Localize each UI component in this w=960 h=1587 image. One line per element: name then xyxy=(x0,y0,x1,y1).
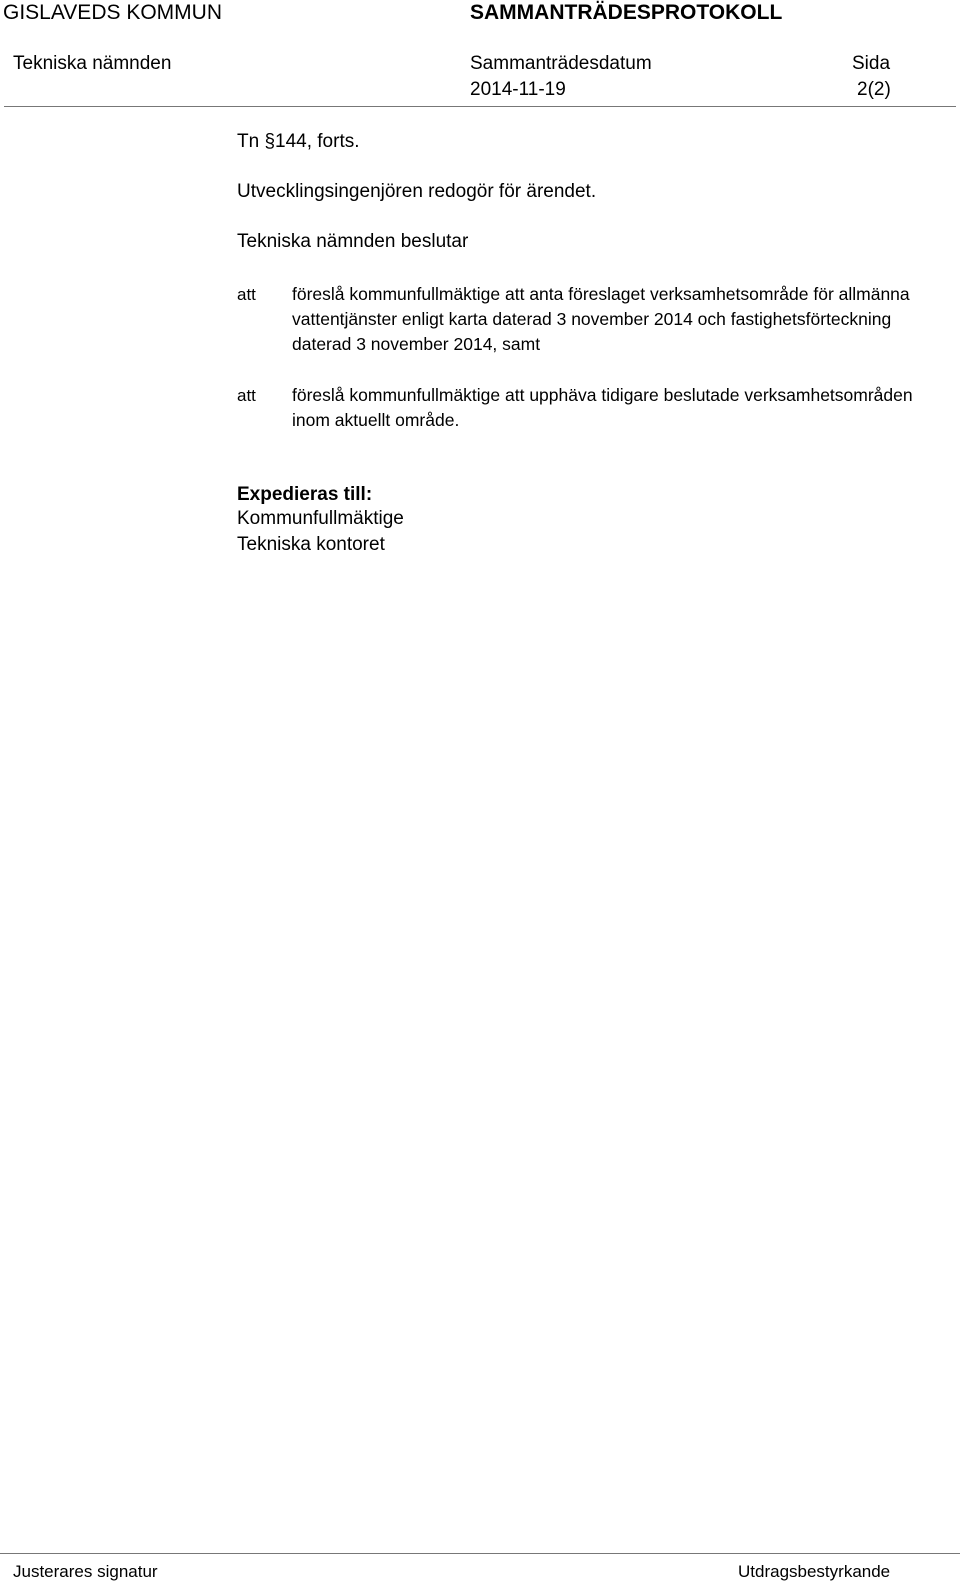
decision-heading: Tekniska nämnden beslutar xyxy=(237,231,469,252)
dispatch-heading: Expedieras till: xyxy=(237,484,373,505)
committee-name: Tekniska nämnden xyxy=(13,53,172,74)
page-label: Sida xyxy=(852,53,891,74)
case-reference: Tn §144, forts. xyxy=(237,131,360,152)
clause-keyword: att xyxy=(237,285,256,304)
clause-keyword: att xyxy=(237,386,256,405)
certification-label: Utdragsbestyrkande xyxy=(738,1562,891,1581)
recipient-item: Kommunfullmäktige xyxy=(237,508,404,529)
page-number: 2(2) xyxy=(857,79,891,100)
recipient-item: Tekniska kontoret xyxy=(237,534,385,555)
meeting-date-label: Sammanträdesdatum xyxy=(470,53,652,74)
header-divider xyxy=(4,106,956,107)
clause-text: föreslå kommunfullmäktige att upphäva tidigare beslutade verksamhetsområden inom aktuellt område. xyxy=(292,385,913,430)
document-type-title: SAMMANTRÄDESPROTOKOLL xyxy=(470,1,783,24)
signature-label: Justerares signatur xyxy=(13,1562,158,1581)
clause-text: föreslå kommunfullmäktige att anta föreslaget verksamhetsområde för allmänna vattentjänster enligt karta daterad 3 november 2014 och fastighetsförteckning daterad 3 november 2014, samt xyxy=(292,284,910,354)
meeting-date: 2014-11-19 xyxy=(470,79,566,100)
footer-divider xyxy=(0,1553,960,1554)
introduction-text: Utvecklingsingenjören redogör för ärendet. xyxy=(237,181,597,202)
organization-name: GISLAVEDS KOMMUN xyxy=(3,1,222,24)
